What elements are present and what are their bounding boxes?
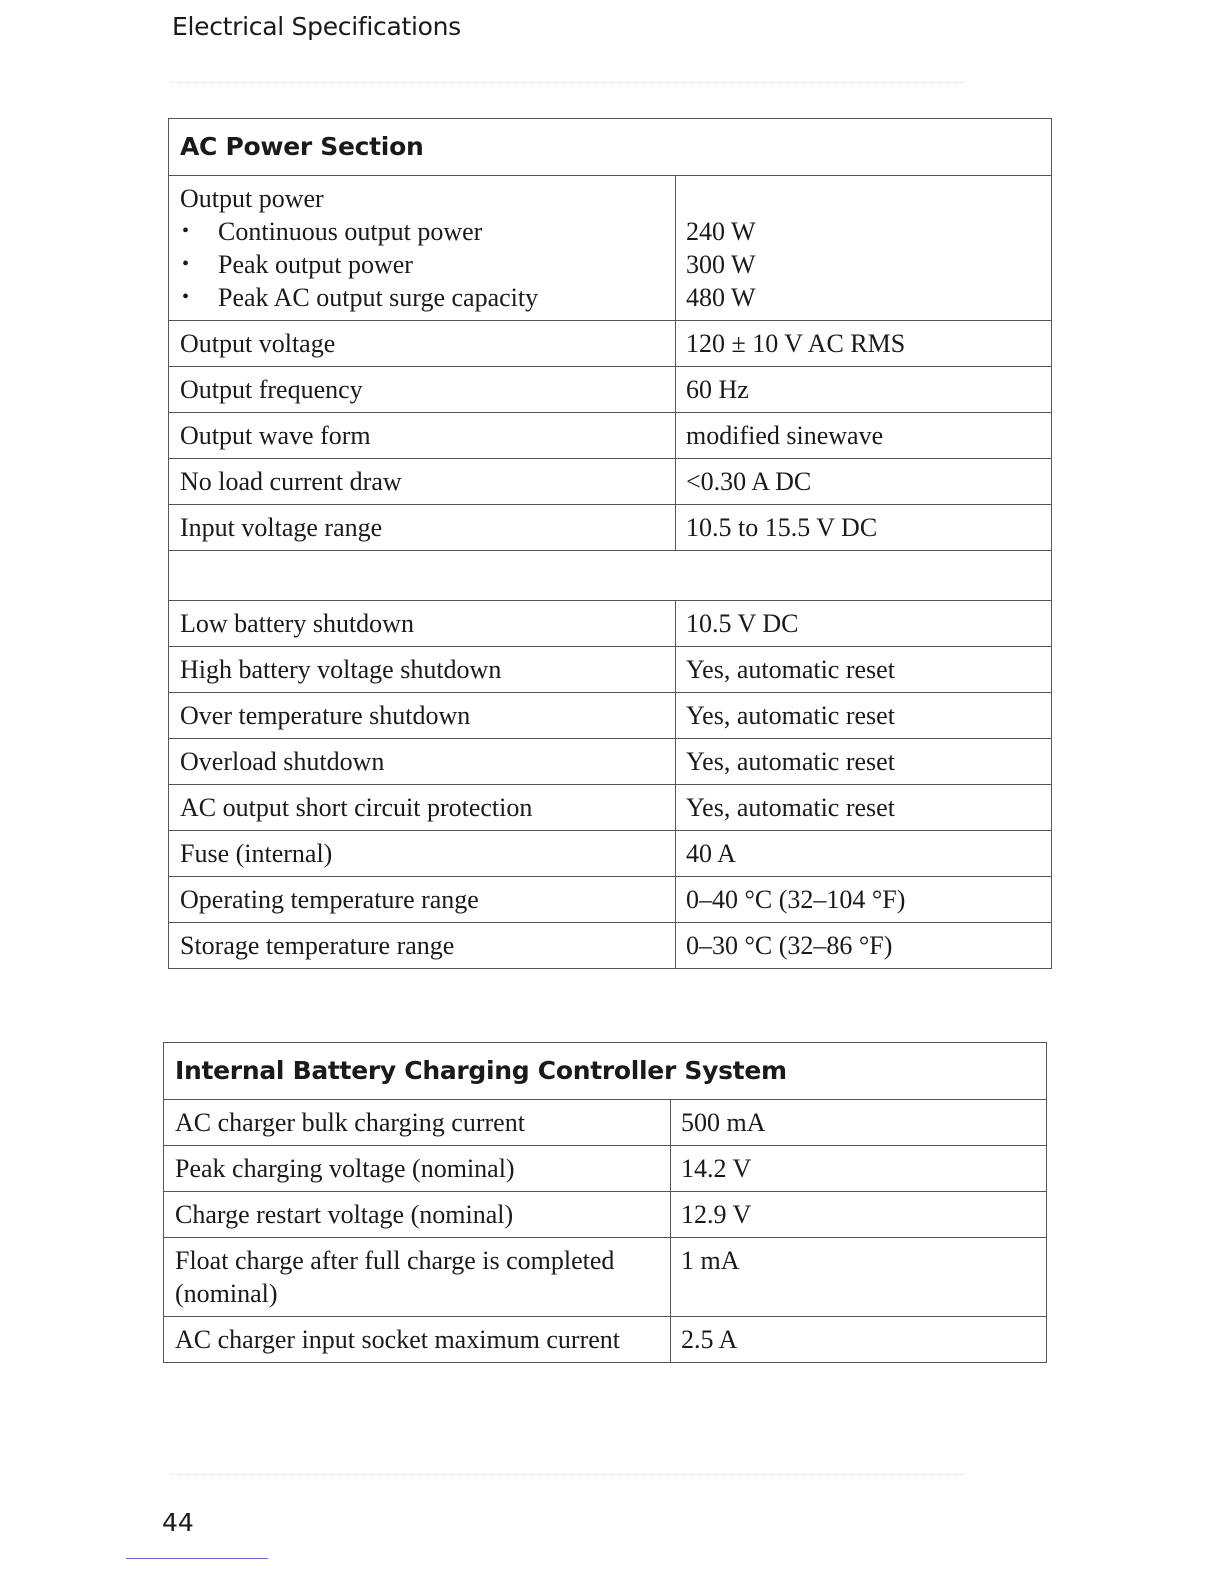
table-row bbox=[164, 1100, 1047, 1146]
table-row bbox=[169, 693, 1052, 739]
running-header-title: Electrical Specifications bbox=[172, 12, 461, 41]
battery-section-title: Internal Battery Charging Controller System bbox=[164, 1043, 1047, 1100]
spec-label: AC charger bulk charging current bbox=[164, 1100, 671, 1146]
table-row bbox=[169, 505, 1052, 551]
spec-label: Peak charging voltage (nominal) bbox=[164, 1146, 671, 1192]
spec-value: <0.30 A DC bbox=[676, 459, 1052, 505]
spec-label: Float charge after full charge is completed (nominal) bbox=[164, 1238, 671, 1317]
table-row bbox=[169, 831, 1052, 877]
ac-section-title: AC Power Section bbox=[169, 119, 1052, 176]
table-row bbox=[164, 1238, 1047, 1317]
spec-value: 480 W bbox=[686, 283, 756, 312]
spec-label: Overload shutdown bbox=[169, 739, 676, 785]
spec-label: AC charger input socket maximum current bbox=[164, 1317, 671, 1363]
footer-link-line bbox=[126, 1558, 268, 1559]
spec-label: Fuse (internal) bbox=[169, 831, 676, 877]
spec-label: Storage temperature range bbox=[169, 923, 676, 969]
spec-label: Operating temperature range bbox=[169, 877, 676, 923]
spec-value: 240 W bbox=[686, 217, 756, 246]
table-row bbox=[169, 739, 1052, 785]
blank-cell bbox=[169, 551, 1052, 601]
spec-value: modified sinewave bbox=[676, 413, 1052, 459]
table-row bbox=[169, 923, 1052, 969]
table-row bbox=[169, 321, 1052, 367]
output-power-label: Output power bbox=[180, 184, 324, 213]
spec-value: 2.5 A bbox=[671, 1317, 1047, 1363]
spec-value: 60 Hz bbox=[676, 367, 1052, 413]
spec-label: Output voltage bbox=[169, 321, 676, 367]
spec-label: Output wave form bbox=[169, 413, 676, 459]
output-power-sublist bbox=[180, 215, 665, 314]
table-row bbox=[164, 1146, 1047, 1192]
ac-power-table bbox=[168, 118, 1052, 969]
spec-value: Yes, automatic reset bbox=[676, 693, 1052, 739]
table-row bbox=[169, 413, 1052, 459]
spec-value: 14.2 V bbox=[671, 1146, 1047, 1192]
output-power-cell bbox=[169, 176, 676, 321]
spec-value: 12.9 V bbox=[671, 1192, 1047, 1238]
list-item: • Peak output power bbox=[180, 248, 665, 281]
spec-value: Yes, automatic reset bbox=[676, 739, 1052, 785]
table-header-row bbox=[164, 1043, 1047, 1100]
spec-value: Yes, automatic reset bbox=[676, 647, 1052, 693]
table-row bbox=[169, 877, 1052, 923]
spec-label: Output frequency bbox=[169, 367, 676, 413]
spec-value: Yes, automatic reset bbox=[676, 785, 1052, 831]
spec-value: 40 A bbox=[676, 831, 1052, 877]
table-row bbox=[169, 647, 1052, 693]
page-number: 44 bbox=[162, 1508, 194, 1537]
spec-value: 500 mA bbox=[671, 1100, 1047, 1146]
table-row bbox=[164, 1317, 1047, 1363]
footer-divider bbox=[170, 1474, 965, 1475]
blank-separator-row bbox=[169, 551, 1052, 601]
spec-value: 0–30 °C (32–86 °F) bbox=[676, 923, 1052, 969]
spec-value: 10.5 to 15.5 V DC bbox=[676, 505, 1052, 551]
spec-label: Over temperature shutdown bbox=[169, 693, 676, 739]
table-header-row bbox=[169, 119, 1052, 176]
list-item: • Peak AC output surge capacity bbox=[180, 281, 665, 314]
header-divider bbox=[170, 82, 965, 83]
spec-label: Input voltage range bbox=[169, 505, 676, 551]
spec-value: 300 W bbox=[686, 250, 756, 279]
table-row bbox=[169, 367, 1052, 413]
spec-label: No load current draw bbox=[169, 459, 676, 505]
output-power-values-cell bbox=[676, 176, 1052, 321]
spec-label: Low battery shutdown bbox=[169, 601, 676, 647]
table-row bbox=[164, 1192, 1047, 1238]
output-power-row bbox=[169, 176, 1052, 321]
spec-value: 120 ± 10 V AC RMS bbox=[676, 321, 1052, 367]
spec-label: AC output short circuit protection bbox=[169, 785, 676, 831]
spec-value: 1 mA bbox=[671, 1238, 1047, 1317]
list-item: • Continuous output power bbox=[180, 215, 665, 248]
table-row bbox=[169, 601, 1052, 647]
spec-label: High battery voltage shutdown bbox=[169, 647, 676, 693]
battery-charging-table bbox=[163, 1042, 1047, 1363]
spec-value: 10.5 V DC bbox=[676, 601, 1052, 647]
table-row bbox=[169, 785, 1052, 831]
table-row bbox=[169, 459, 1052, 505]
spec-label: Charge restart voltage (nominal) bbox=[164, 1192, 671, 1238]
spec-value: 0–40 °C (32–104 °F) bbox=[676, 877, 1052, 923]
